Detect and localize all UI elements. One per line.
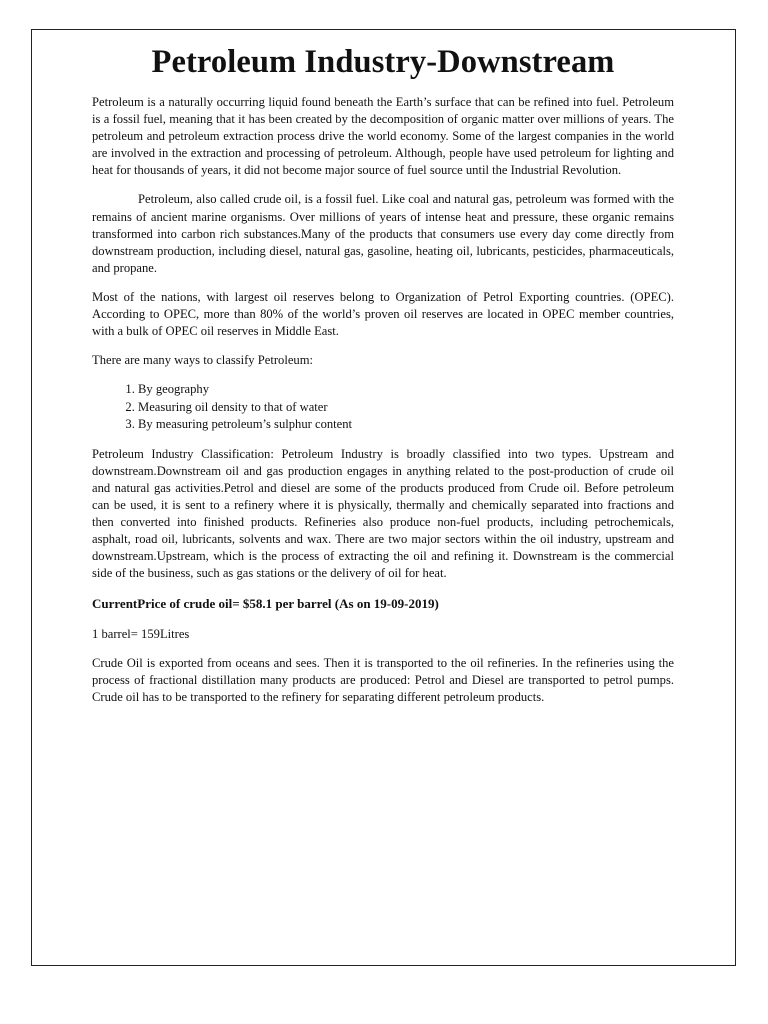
barrel-conversion-line: 1 barrel= 159Litres xyxy=(92,626,190,641)
paragraph-intro: Petroleum is a naturally occurring liquid found beneath the Earth’s surface that can be refined into fuel. Petroleum is a fossil fuel, meaning that it has been created by the decomposition of organic matter over millions of years. The petroleum and petroleum extraction process drive the world economy. Some of the largest companies in the world are involved in the extraction and processing of petroleum. Although, people have used petroleum for lighting and heat for thousands of years, it did not become major source of fuel source until the Industrial Revolution. xyxy=(92,95,674,178)
list-item: 1. By geography xyxy=(138,381,674,399)
crude-price-line: CurrentPrice of crude oil= $58.1 per barrel (As on 19-09-2019) xyxy=(92,595,439,611)
paragraph-industry-classification: Petroleum Industry Classification: Petroleum Industry is broadly classified into two types. Upstream and downstream.Downstream oil and gas production engages in anything related to the post-production of crude oil and natural gas activities.Petrol and diesel are some of the products produced from Crude oil. Before petroleum can be used, it is sent to a refinery where it is physically, thermally and chemically separated into fractions and then converted into finished products. Refineries also produce non-fuel products, including petrochemicals, asphalt, road oil, lubricants, solvents and wax. There are two major sectors within the oil industry, upstream and downstream.Upstream, which is the process of extracting the oil and refining it. Downstream is the commercial side of the business, such as gas stations or the delivery of oil for heat. xyxy=(92,446,674,581)
paragraph-transport: Crude Oil is exported from oceans and sees. Then it is transported to the oil refineries. In the refineries using the process of fractional distillation many products are produced: Petrol and Diesel are transported to petrol pumps. Crude oil has to be transported to the refinery for separating different petroleum products. xyxy=(92,655,674,704)
document-title: Petroleum Industry-Downstream xyxy=(151,44,615,80)
classification-list xyxy=(92,381,674,434)
paragraph-crude-oil: Petroleum, also called crude oil, is a fossil fuel. Like coal and natural gas, petroleum was formed with the remains of ancient marine organisms. Over millions of years of intense heat and pressure, these organic remains transformed into carbon rich substances.Many of the products that consumers use every day come directly from downstream production, including diesel, natural gas, gasoline, heating oil, lubricants, pesticides, pharmaceuticals, and propane. xyxy=(92,192,674,275)
paragraph-opec: Most of the nations, with largest oil reserves belong to Organization of Petrol Exporting countries. (OPEC). According to OPEC, more than 80% of the world’s proven oil reserves are located in OPEC member countries, with a bulk of OPEC oil reserves in Middle East. xyxy=(92,289,674,339)
list-item: 2. Measuring oil density to that of water xyxy=(138,399,674,417)
paragraph-classify-intro: There are many ways to classify Petroleum: xyxy=(92,353,314,368)
document-body xyxy=(92,42,674,718)
list-item: 3. By measuring petroleum’s sulphur content xyxy=(138,416,674,434)
